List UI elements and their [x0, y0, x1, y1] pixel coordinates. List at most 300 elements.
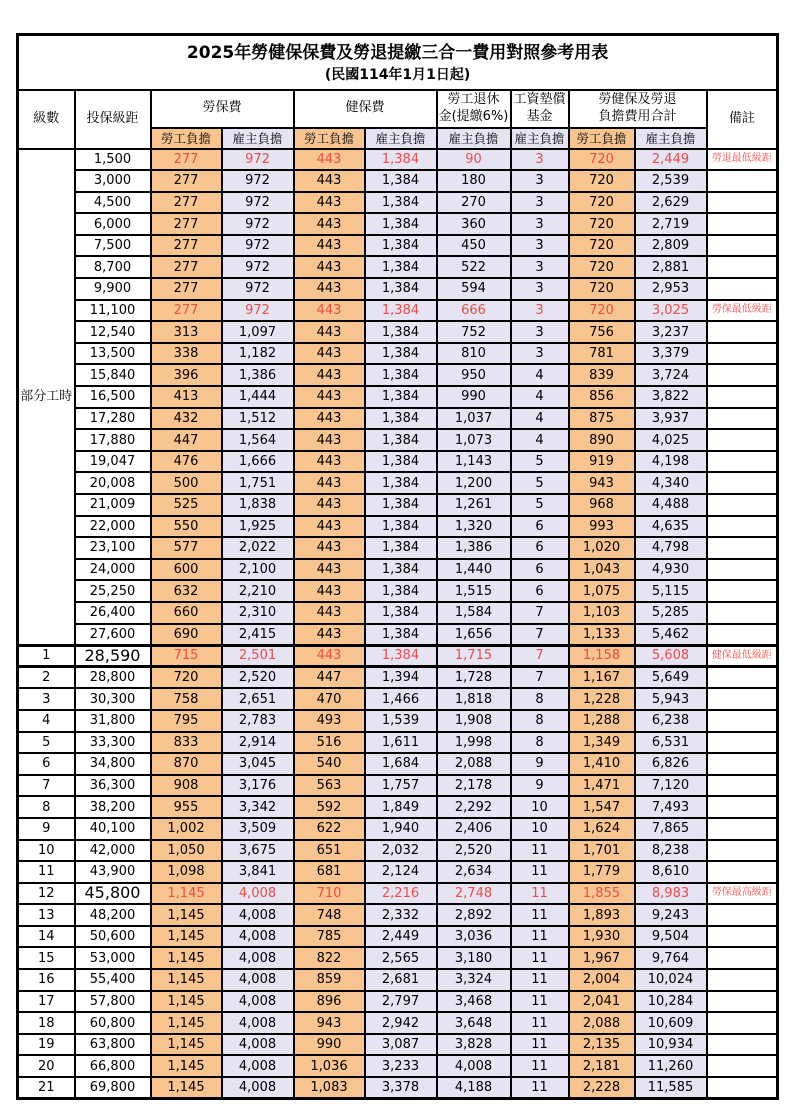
value-cell: 277 [151, 170, 222, 192]
value-cell: 1,624 [569, 818, 635, 840]
value-cell: 1,083 [294, 1077, 365, 1099]
value-cell: 413 [151, 386, 222, 408]
value-cell: 1,394 [365, 667, 437, 689]
value-cell: 1,384 [365, 235, 437, 257]
remark-cell [707, 429, 778, 451]
value-cell: 11 [511, 969, 569, 991]
value-cell: 1,384 [365, 429, 437, 451]
value-cell: 4,008 [222, 1055, 294, 1077]
table-row [18, 796, 778, 818]
value-cell: 1,384 [365, 472, 437, 494]
value-cell: 1,043 [569, 559, 635, 581]
table-row [18, 472, 778, 494]
bracket-cell: 60,800 [75, 1012, 151, 1034]
value-cell: 277 [151, 278, 222, 300]
remark-cell [707, 1012, 778, 1034]
value-cell: 3,342 [222, 796, 294, 818]
value-cell: 1,855 [569, 883, 635, 905]
value-cell: 1,384 [365, 537, 437, 559]
value-cell: 781 [569, 343, 635, 365]
value-cell: 6,238 [635, 710, 707, 732]
table-row [18, 1077, 778, 1099]
level-cell: 15 [18, 947, 75, 969]
value-cell: 990 [437, 386, 511, 408]
value-cell: 3,180 [437, 947, 511, 969]
value-cell: 748 [294, 904, 365, 926]
value-cell: 443 [294, 494, 365, 516]
value-cell: 5,285 [635, 602, 707, 624]
table-row [18, 149, 778, 171]
level-cell: 21 [18, 1077, 75, 1099]
value-cell: 10,934 [635, 1034, 707, 1056]
remark-cell: 勞退最低級距 [707, 149, 778, 171]
value-cell: 2,004 [569, 969, 635, 991]
value-cell: 443 [294, 624, 365, 646]
value-cell: 277 [151, 300, 222, 322]
value-cell: 1,471 [569, 775, 635, 797]
bracket-cell: 23,100 [75, 537, 151, 559]
pension-line2: 金(提繳6%) [438, 108, 509, 124]
value-cell: 1,384 [365, 213, 437, 235]
table-row [18, 170, 778, 192]
remark-cell [707, 904, 778, 926]
value-cell: 1,410 [569, 753, 635, 775]
value-cell: 277 [151, 213, 222, 235]
bracket-cell: 30,300 [75, 688, 151, 710]
value-cell: 993 [569, 516, 635, 538]
value-cell: 443 [294, 256, 365, 278]
table-row [18, 1012, 778, 1034]
remark-cell [707, 386, 778, 408]
table-row [18, 192, 778, 214]
value-cell: 720 [151, 667, 222, 689]
value-cell: 2,942 [365, 1012, 437, 1034]
value-cell: 1,050 [151, 840, 222, 862]
level-cell: 13 [18, 904, 75, 926]
value-cell: 277 [151, 256, 222, 278]
value-cell: 443 [294, 537, 365, 559]
bracket-cell: 28,800 [75, 667, 151, 689]
bracket-cell: 26,400 [75, 602, 151, 624]
level-cell: 4 [18, 710, 75, 732]
value-cell: 1,145 [151, 1034, 222, 1056]
value-cell: 4,340 [635, 472, 707, 494]
value-cell: 2,565 [365, 947, 437, 969]
value-cell: 443 [294, 300, 365, 322]
remark-cell [707, 732, 778, 754]
value-cell: 443 [294, 580, 365, 602]
table-row [18, 235, 778, 257]
table-row [18, 818, 778, 840]
column-header-wage-fund [511, 90, 569, 128]
remark-cell [707, 1034, 778, 1056]
value-cell: 1,384 [365, 364, 437, 386]
value-cell: 522 [437, 256, 511, 278]
value-cell: 3 [511, 213, 569, 235]
bracket-cell: 17,280 [75, 408, 151, 430]
bracket-cell: 19,047 [75, 451, 151, 473]
value-cell: 277 [151, 192, 222, 214]
value-cell: 10 [511, 796, 569, 818]
value-cell: 11 [511, 904, 569, 926]
value-cell: 2,651 [222, 688, 294, 710]
value-cell: 752 [437, 321, 511, 343]
value-cell: 500 [151, 472, 222, 494]
value-cell: 3,378 [365, 1077, 437, 1099]
value-cell: 11,260 [635, 1055, 707, 1077]
value-cell: 443 [294, 192, 365, 214]
remark-cell [707, 926, 778, 948]
value-cell: 833 [151, 732, 222, 754]
value-cell: 720 [569, 213, 635, 235]
remark-cell [707, 278, 778, 300]
value-cell: 908 [151, 775, 222, 797]
value-cell: 4,008 [222, 926, 294, 948]
subheader-labor-employer: 雇主負擔 [222, 128, 294, 149]
value-cell: 972 [222, 300, 294, 322]
column-header-labor-insurance: 勞保費 [151, 90, 294, 128]
subheader-pension-employer: 雇主負擔 [437, 128, 511, 149]
remark-cell [707, 170, 778, 192]
table-row [18, 775, 778, 797]
value-cell: 443 [294, 364, 365, 386]
remark-cell [707, 451, 778, 473]
value-cell: 1,145 [151, 926, 222, 948]
value-cell: 11 [511, 926, 569, 948]
value-cell: 2,332 [365, 904, 437, 926]
table-row [18, 321, 778, 343]
value-cell: 1,466 [365, 688, 437, 710]
value-cell: 1,145 [151, 883, 222, 905]
value-cell: 710 [294, 883, 365, 905]
bracket-cell: 13,500 [75, 343, 151, 365]
value-cell: 990 [294, 1034, 365, 1056]
value-cell: 11 [511, 840, 569, 862]
value-cell: 2,783 [222, 710, 294, 732]
value-cell: 9 [511, 775, 569, 797]
bracket-cell: 9,900 [75, 278, 151, 300]
value-cell: 443 [294, 386, 365, 408]
value-cell: 1,779 [569, 861, 635, 883]
table-body [18, 149, 778, 1099]
value-cell: 8 [511, 710, 569, 732]
value-cell: 1,145 [151, 1077, 222, 1099]
value-cell: 2,520 [222, 667, 294, 689]
value-cell: 450 [437, 235, 511, 257]
value-cell: 1,384 [365, 624, 437, 646]
subheader-wage-fund-employer: 雇主負擔 [511, 128, 569, 149]
value-cell: 4,008 [222, 947, 294, 969]
value-cell: 758 [151, 688, 222, 710]
value-cell: 8,983 [635, 883, 707, 905]
value-cell: 3,324 [437, 969, 511, 991]
value-cell: 4 [511, 429, 569, 451]
level-cell: 10 [18, 840, 75, 862]
value-cell: 3,233 [365, 1055, 437, 1077]
bracket-cell: 15,840 [75, 364, 151, 386]
total-line1: 勞健保及勞退 [598, 92, 677, 108]
table-row [18, 429, 778, 451]
column-header-pension [437, 90, 511, 128]
value-cell: 6 [511, 516, 569, 538]
value-cell: 11 [511, 991, 569, 1013]
value-cell: 2,100 [222, 559, 294, 581]
value-cell: 1,384 [365, 516, 437, 538]
value-cell: 4,198 [635, 451, 707, 473]
value-cell: 1,512 [222, 408, 294, 430]
bracket-cell: 20,008 [75, 472, 151, 494]
table-row [18, 688, 778, 710]
value-cell: 11 [511, 1077, 569, 1099]
remark-cell [707, 710, 778, 732]
value-cell: 8 [511, 732, 569, 754]
value-cell: 5,608 [635, 645, 707, 667]
value-cell: 2,181 [569, 1055, 635, 1077]
value-cell: 2,520 [437, 840, 511, 862]
value-cell: 1,584 [437, 602, 511, 624]
value-cell: 313 [151, 321, 222, 343]
table-row [18, 645, 778, 667]
value-cell: 859 [294, 969, 365, 991]
value-cell: 3,025 [635, 300, 707, 322]
value-cell: 3,468 [437, 991, 511, 1013]
value-cell: 1,200 [437, 472, 511, 494]
remark-cell [707, 624, 778, 646]
value-cell: 795 [151, 710, 222, 732]
remark-cell [707, 991, 778, 1013]
table-row [18, 667, 778, 689]
table-row [18, 904, 778, 926]
value-cell: 443 [294, 451, 365, 473]
remark-cell: 健保最低級距 [707, 645, 778, 667]
value-cell: 972 [222, 235, 294, 257]
value-cell: 5,462 [635, 624, 707, 646]
value-cell: 443 [294, 278, 365, 300]
table-row [18, 732, 778, 754]
value-cell: 1,908 [437, 710, 511, 732]
bracket-cell: 40,100 [75, 818, 151, 840]
bracket-cell: 16,500 [75, 386, 151, 408]
value-cell: 10 [511, 818, 569, 840]
value-cell: 2,216 [365, 883, 437, 905]
value-cell: 7 [511, 645, 569, 667]
value-cell: 720 [569, 149, 635, 171]
remark-cell [707, 364, 778, 386]
value-cell: 1,097 [222, 321, 294, 343]
value-cell: 1,145 [151, 969, 222, 991]
value-cell: 3 [511, 170, 569, 192]
bracket-cell: 42,000 [75, 840, 151, 862]
value-cell: 577 [151, 537, 222, 559]
value-cell: 4,008 [437, 1055, 511, 1077]
value-cell: 516 [294, 732, 365, 754]
value-cell: 785 [294, 926, 365, 948]
value-cell: 443 [294, 235, 365, 257]
remark-cell [707, 1055, 778, 1077]
value-cell: 396 [151, 364, 222, 386]
value-cell: 11 [511, 1034, 569, 1056]
value-cell: 2,629 [635, 192, 707, 214]
value-cell: 3 [511, 278, 569, 300]
subheader-health-worker: 勞工負擔 [294, 128, 365, 149]
value-cell: 7,493 [635, 796, 707, 818]
header-row-main [18, 90, 778, 128]
value-cell: 1,261 [437, 494, 511, 516]
level-cell: 2 [18, 667, 75, 689]
value-cell: 4,008 [222, 991, 294, 1013]
bracket-cell: 4,500 [75, 192, 151, 214]
level-cell: 3 [18, 688, 75, 710]
remark-cell [707, 321, 778, 343]
bracket-cell: 28,590 [75, 645, 151, 667]
value-cell: 5,943 [635, 688, 707, 710]
value-cell: 11 [511, 1012, 569, 1034]
bracket-cell: 38,200 [75, 796, 151, 818]
bracket-cell: 7,500 [75, 235, 151, 257]
value-cell: 2,539 [635, 170, 707, 192]
bracket-cell: 6,000 [75, 213, 151, 235]
value-cell: 525 [151, 494, 222, 516]
value-cell: 3 [511, 256, 569, 278]
bracket-cell: 43,900 [75, 861, 151, 883]
pension-line1: 勞工退休 [447, 92, 500, 108]
remark-cell [707, 753, 778, 775]
table-row [18, 537, 778, 559]
value-cell: 1,666 [222, 451, 294, 473]
subheader-total-worker: 勞工負擔 [569, 128, 635, 149]
value-cell: 1,384 [365, 494, 437, 516]
value-cell: 9,243 [635, 904, 707, 926]
bracket-cell: 17,880 [75, 429, 151, 451]
value-cell: 896 [294, 991, 365, 1013]
value-cell: 651 [294, 840, 365, 862]
table-row [18, 753, 778, 775]
remark-cell [707, 516, 778, 538]
value-cell: 720 [569, 300, 635, 322]
level-cell: 18 [18, 1012, 75, 1034]
value-cell: 3,176 [222, 775, 294, 797]
bracket-cell: 12,540 [75, 321, 151, 343]
subheader-labor-worker: 勞工負擔 [151, 128, 222, 149]
value-cell: 2,953 [635, 278, 707, 300]
level-cell: 19 [18, 1034, 75, 1056]
table-row [18, 861, 778, 883]
value-cell: 4,008 [222, 904, 294, 926]
value-cell: 4 [511, 386, 569, 408]
bracket-cell: 33,300 [75, 732, 151, 754]
value-cell: 1,728 [437, 667, 511, 689]
value-cell: 3,036 [437, 926, 511, 948]
title-row [18, 35, 778, 90]
table-row [18, 213, 778, 235]
table-row [18, 343, 778, 365]
value-cell: 2,088 [569, 1012, 635, 1034]
remark-cell [707, 667, 778, 689]
value-cell: 4,635 [635, 516, 707, 538]
value-cell: 3,724 [635, 364, 707, 386]
remark-cell [707, 472, 778, 494]
value-cell: 550 [151, 516, 222, 538]
value-cell: 3,237 [635, 321, 707, 343]
value-cell: 9,764 [635, 947, 707, 969]
remark-cell [707, 775, 778, 797]
value-cell: 3 [511, 321, 569, 343]
remark-cell: 勞保最高級距 [707, 883, 778, 905]
value-cell: 8,238 [635, 840, 707, 862]
value-cell: 839 [569, 364, 635, 386]
level-cell: 7 [18, 775, 75, 797]
value-cell: 756 [569, 321, 635, 343]
level-cell: 11 [18, 861, 75, 883]
value-cell: 919 [569, 451, 635, 473]
value-cell: 2,449 [365, 926, 437, 948]
value-cell: 2,178 [437, 775, 511, 797]
value-cell: 2,135 [569, 1034, 635, 1056]
value-cell: 720 [569, 192, 635, 214]
value-cell: 11 [511, 861, 569, 883]
value-cell: 2,310 [222, 602, 294, 624]
value-cell: 6 [511, 580, 569, 602]
value-cell: 1,440 [437, 559, 511, 581]
table-row [18, 602, 778, 624]
value-cell: 493 [294, 710, 365, 732]
column-header-total [569, 90, 707, 128]
title-block [18, 35, 778, 90]
value-cell: 972 [222, 256, 294, 278]
value-cell: 7 [511, 602, 569, 624]
value-cell: 2,719 [635, 213, 707, 235]
value-cell: 1,757 [365, 775, 437, 797]
value-cell: 822 [294, 947, 365, 969]
value-cell: 3,045 [222, 753, 294, 775]
remark-cell [707, 969, 778, 991]
remark-cell [707, 343, 778, 365]
table-row [18, 451, 778, 473]
value-cell: 7,865 [635, 818, 707, 840]
value-cell: 1,073 [437, 429, 511, 451]
bracket-cell: 25,250 [75, 580, 151, 602]
value-cell: 9,504 [635, 926, 707, 948]
value-cell: 720 [569, 170, 635, 192]
value-cell: 632 [151, 580, 222, 602]
bracket-cell: 21,009 [75, 494, 151, 516]
value-cell: 6,826 [635, 753, 707, 775]
value-cell: 1,145 [151, 904, 222, 926]
value-cell: 5 [511, 472, 569, 494]
value-cell: 2,292 [437, 796, 511, 818]
bracket-cell: 63,800 [75, 1034, 151, 1056]
value-cell: 600 [151, 559, 222, 581]
level-cell: 16 [18, 969, 75, 991]
page-title: 2025年勞健保保費及勞退提繳三合一費用對照參考用表 [186, 43, 609, 64]
value-cell: 1,384 [365, 300, 437, 322]
value-cell: 277 [151, 149, 222, 171]
value-cell: 972 [222, 149, 294, 171]
value-cell: 470 [294, 688, 365, 710]
value-cell: 1,384 [365, 256, 437, 278]
value-cell: 1,547 [569, 796, 635, 818]
value-cell: 666 [437, 300, 511, 322]
remark-cell [707, 818, 778, 840]
value-cell: 2,748 [437, 883, 511, 905]
table-row [18, 710, 778, 732]
value-cell: 11 [511, 1055, 569, 1077]
value-cell: 592 [294, 796, 365, 818]
value-cell: 4,008 [222, 1077, 294, 1099]
value-cell: 1,386 [222, 364, 294, 386]
value-cell: 4,008 [222, 1012, 294, 1034]
value-cell: 7,120 [635, 775, 707, 797]
